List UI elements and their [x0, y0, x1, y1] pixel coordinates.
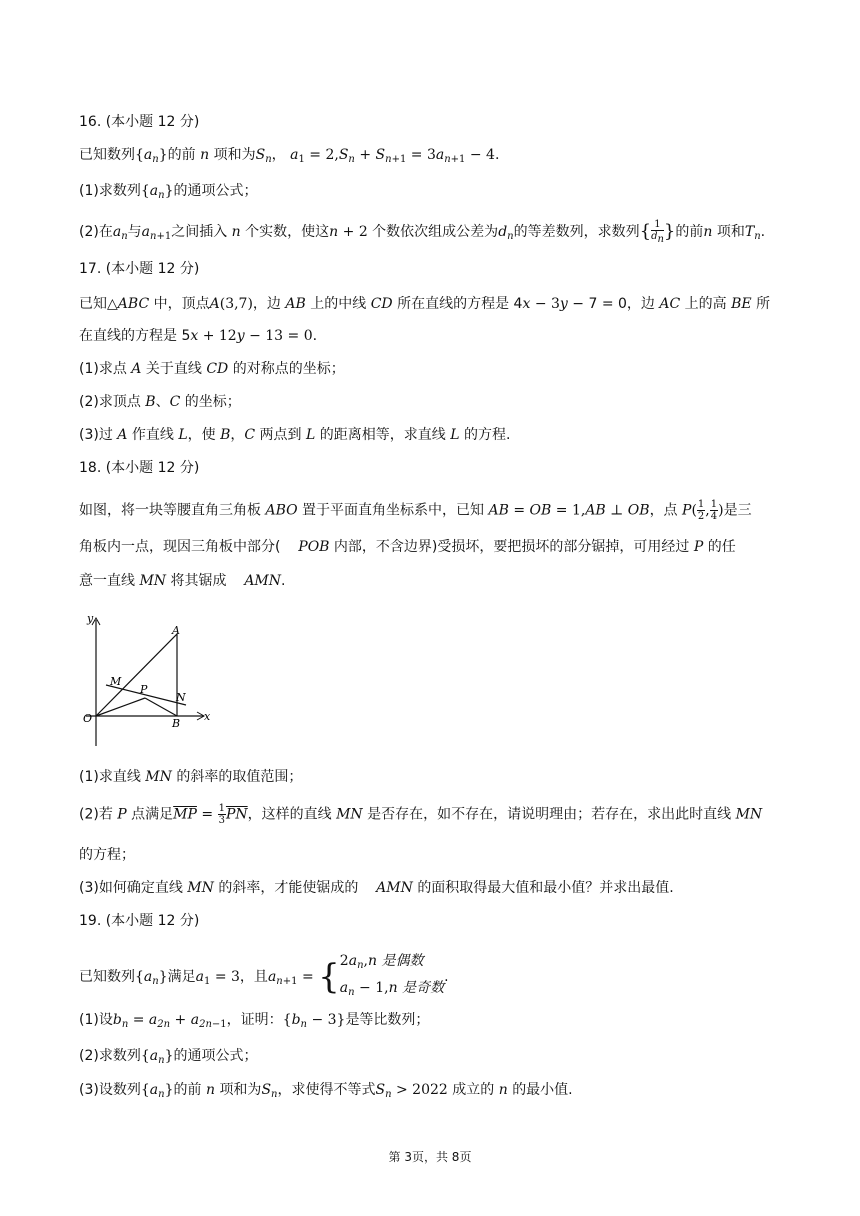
- segment-OP: [96, 698, 145, 716]
- label-M: M: [110, 675, 122, 688]
- q19-part1: (1)设$b_n = a_{2n} + a_{2n-1}$，证明：$\{b_n - 3\}$是等比数列；: [79, 1012, 430, 1030]
- q18-stem-line3: 意一直线 MN 将其锯成 AMN.: [79, 573, 286, 589]
- q18-part3: (3)如何确定直线 MN 的斜率，才能使锯成的 AMN 的面积取得最大值和最小值？并求出最值.: [79, 880, 674, 896]
- label-A: A: [172, 624, 180, 637]
- label-O: O: [83, 712, 93, 725]
- q16-part2: (2)在$a_n$与$a_{n+1}$之间插入 n 个实数，使这n + 2 个数依次组成公差为$d_n$的等差数列，求数列{ $\frac{1}{d_n}$ }的前n 项和$T_n$.: [79, 219, 766, 245]
- q16-part1: (1)求数列$\{a_n\}$的通项公式；: [79, 183, 258, 201]
- q19-stem: 已知数列$\{a_n\}$满足$a_1 = 3$，且$a_{n+1}$ = { $2a_n,n$ 是偶数 $a_n - 1,n$ 是奇数 .: [79, 953, 449, 998]
- q19-part3: (3)设数列$\{a_n\}$的前 n 项和为$S_n$，求使得不等式$S_n > 2022$ 成立的 n 的最小值.: [79, 1082, 573, 1100]
- q18-figure: [76, 612, 226, 750]
- q19-header: 19. (本小题 12 分): [79, 913, 200, 929]
- label-y: y: [87, 612, 94, 625]
- q17-header: 17. (本小题 12 分): [79, 261, 200, 277]
- label-x: x: [204, 710, 211, 723]
- q17-part1: (1)求点 A 关于直线 CD 的对称点的坐标；: [79, 361, 345, 377]
- q18-part2-line2: 的方程；: [79, 847, 135, 863]
- label-B: B: [172, 717, 181, 730]
- q18-part1: (1)求直线 MN 的斜率的取值范围；: [79, 769, 303, 785]
- q17-stem-line2: 在直线的方程是 5x + 12y − 13 = 0.: [79, 328, 318, 344]
- q19-part2: (2)求数列$\{a_n\}$的通项公式；: [79, 1048, 258, 1066]
- q18-stem-line2: 角板内一点，现因三角板中部分( POB 内部，不含边界)受损坏，要把损坏的部分锯掉，可用经过 P 的任: [79, 539, 736, 555]
- page-footer: 第 3页，共 8页: [388, 1150, 472, 1164]
- q18-part2-line1: (2)若 P 点满足$\overline{MP}$ = $\frac{1}{3}$ $\overline{PN}$，这样的直线 MN 是否存在，如不存在，请说明理由；若存在，求出此时直线 MN: [79, 803, 763, 826]
- q16-header: 16. (本小题 12 分): [79, 114, 200, 130]
- label-P: P: [140, 683, 148, 696]
- q16-stem: 已知数列$\{a_n\}$的前 n 项和为$S_n$， $a_1 = 2,S_n + S_{n+1} = 3a_{n+1} - 4$.: [79, 147, 500, 165]
- segment-OA: [96, 634, 177, 716]
- q17-part3: (3)过 A 作直线 L，使 B，C 两点到 L 的距离相等，求直线 L 的方程.: [79, 427, 511, 443]
- q18-header: 18. (本小题 12 分): [79, 460, 200, 476]
- label-N: N: [176, 691, 186, 704]
- q18-stem-line1: 如图，将一块等腰直角三角板 ABO 置于平面直角坐标系中，已知 AB = OB = 1,AB ⊥ OB，点 P( $\frac{1}{2}$ , $\frac{1}{4}$ )是三: [79, 499, 752, 522]
- segment-PB: [145, 698, 177, 716]
- q17-part2: (2)求顶点 B、C 的坐标；: [79, 394, 241, 410]
- q17-stem-line1: 已知△ABC 中，顶点A(3,7)，边 AB 上的中线 CD 所在直线的方程是 4x − 3y − 7 = 0，边 AC 上的高 BE 所: [79, 296, 771, 312]
